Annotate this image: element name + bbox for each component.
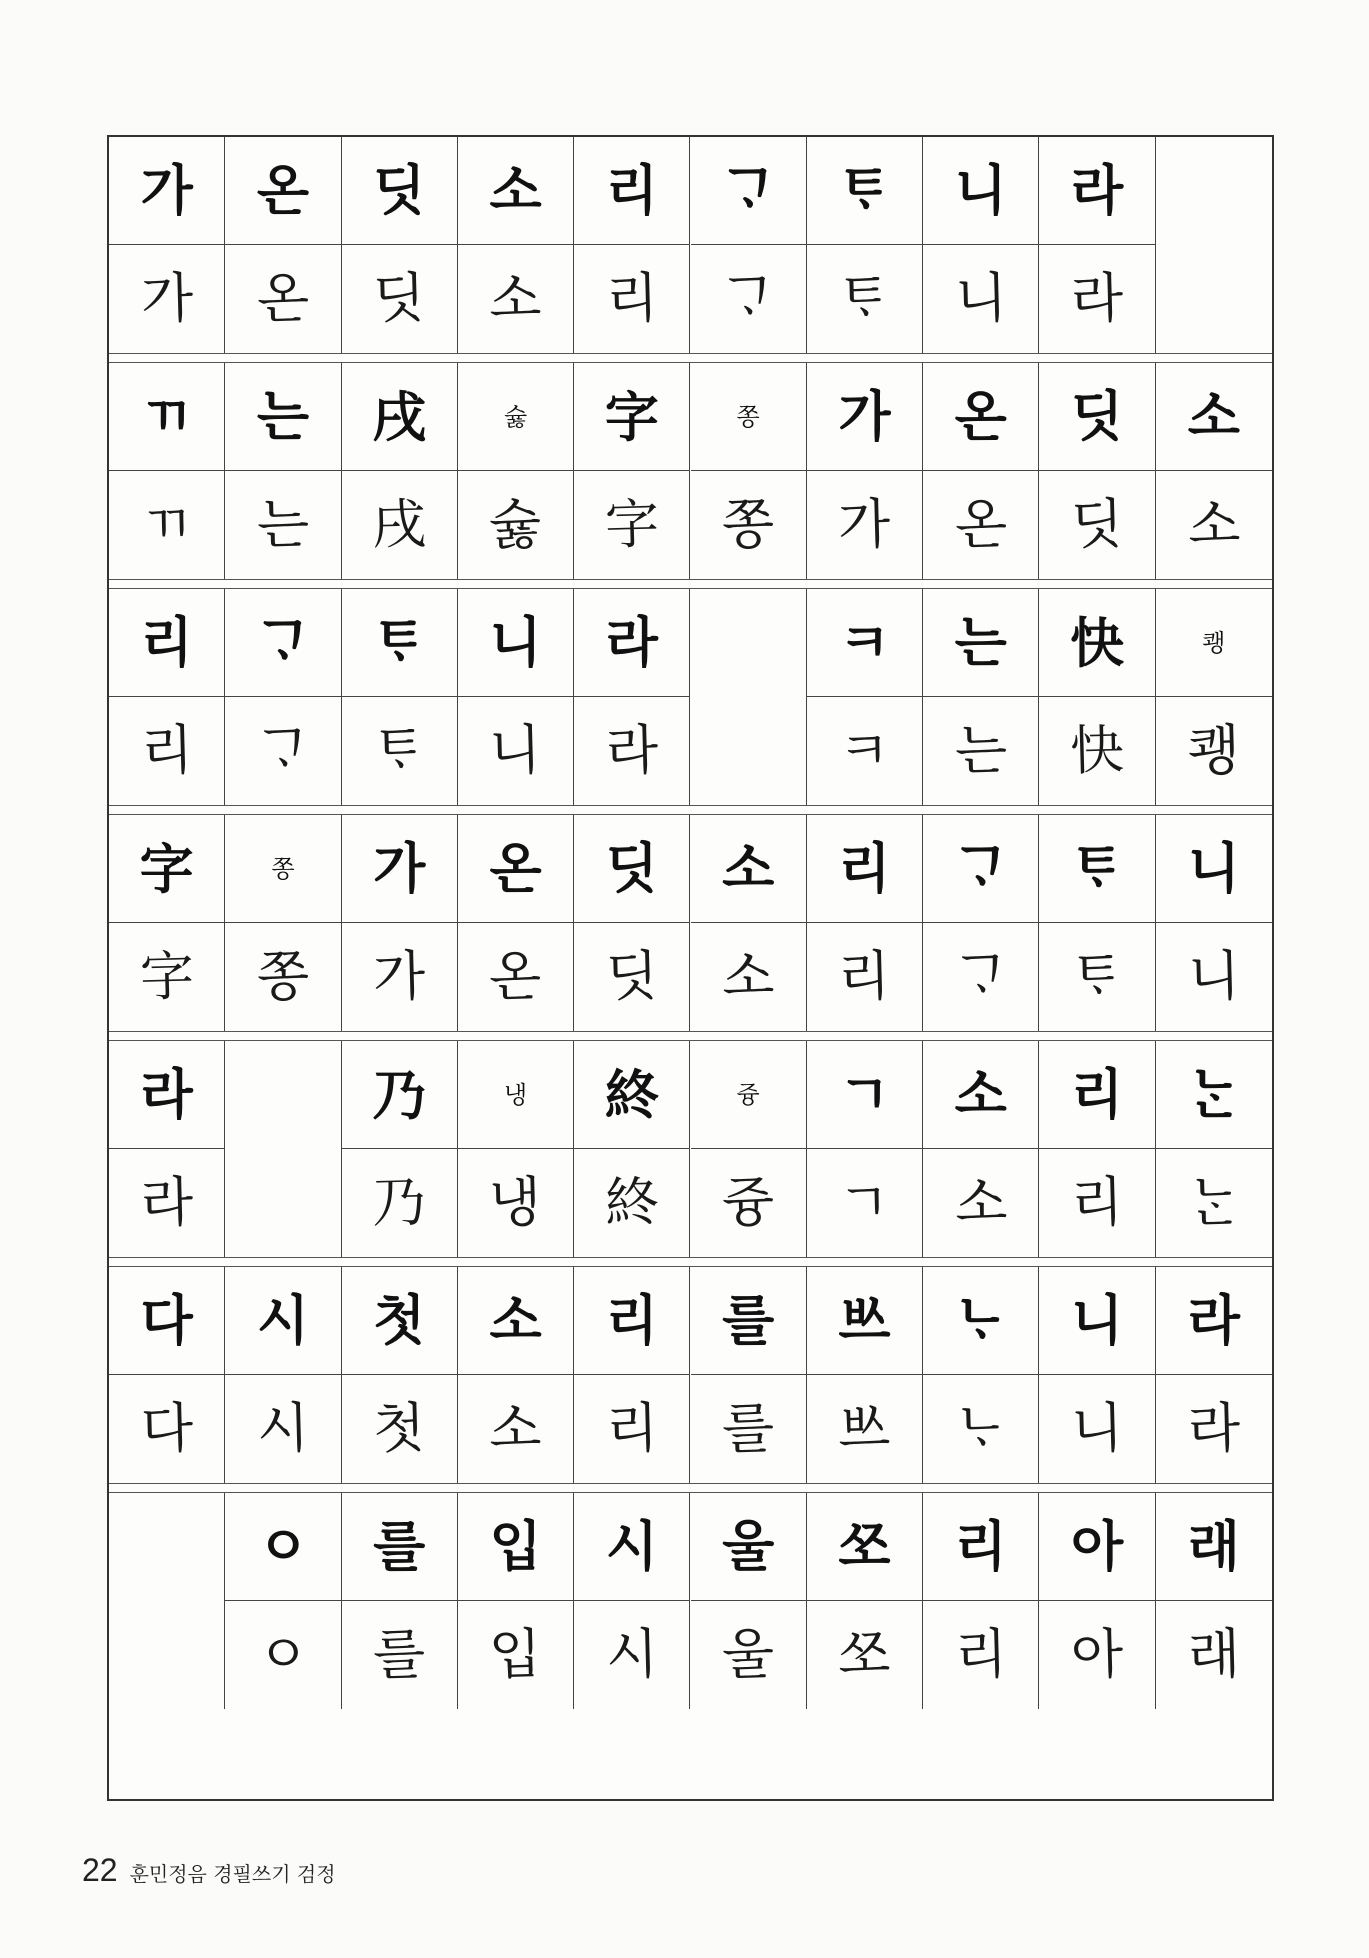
practice-cell [225,697,341,805]
practice-char: 소 [721,944,776,1009]
model-cell [691,815,807,923]
model-cell [458,1267,574,1375]
practice-char: 딧 [1070,492,1124,557]
practice-cell [458,1375,574,1483]
practice-cell [109,1149,225,1257]
practice-cell [458,697,574,805]
model-cell [458,1493,574,1601]
model-char: 울 [722,1514,775,1578]
practice-cell [342,1375,458,1483]
model-cell [342,137,458,245]
model-char: ᄐᆞ [373,610,426,674]
model-char: 리 [838,836,891,900]
model-char: ᄐᆞ [838,158,891,222]
model-char: ㄱ [838,1062,891,1126]
model-char: 라 [1187,1288,1240,1352]
model-cell [458,815,574,923]
model-cell [574,1041,690,1149]
model-char: 시 [256,1288,310,1352]
model-char: 온 [954,384,1007,448]
model-char: 리 [605,158,658,222]
model-char: 온 [256,158,310,222]
practice-char: 니 [1070,1396,1124,1461]
model-cell [1156,815,1272,923]
practice-cell [923,1149,1039,1257]
model-cell [1156,589,1272,697]
practice-cell [225,1375,341,1483]
practice-cell [807,1149,923,1257]
practice-cell [574,1375,690,1483]
practice-char: 입 [488,1622,543,1687]
practice-cell [1039,697,1155,805]
model-cell [109,1267,225,1375]
model-char: 戌 [372,384,427,449]
practice-char: 字 [603,492,660,557]
model-cell [458,1041,574,1149]
model-cell [225,815,341,923]
practice-char: 온 [953,492,1008,557]
practice-cell [458,923,574,1031]
model-char: 가 [373,836,426,900]
model-char: 니 [1187,836,1240,900]
practice-char: 쫑 [256,944,310,1009]
model-char: 소 [722,836,775,900]
model-cell [807,815,923,923]
practice-char: ᄐᆞ [372,718,427,783]
practice-char: 온 [488,944,543,1009]
practice-char: 終 [603,1170,660,1235]
practice-cell [1039,923,1155,1031]
practice-char: 니 [488,718,543,783]
practice-char: 소 [953,1170,1008,1235]
practice-char: 첫 [372,1396,427,1461]
practice-char: 戌 [371,492,428,557]
model-char: ᄐᆞ [1070,836,1124,900]
model-char: 快 [1070,610,1125,675]
practice-cell [458,245,574,353]
practice-char: ᄂᆞᆫ [1186,1170,1241,1235]
model-char: 온 [489,836,542,900]
model-char: 를 [373,1514,426,1578]
practice-char: 리 [139,718,194,783]
practice-char: 字 [138,944,195,1009]
practice-cell [691,1149,807,1257]
model-char: 終 [604,1062,659,1127]
model-char: 래 [1187,1514,1240,1578]
model-char: 는 [954,610,1007,674]
band-separator [109,1031,1272,1041]
model-cell [1039,589,1155,697]
practice-cell [225,245,341,353]
practice-cell [574,1149,690,1257]
model-char: 입 [489,1514,542,1578]
practice-char: 슗 [488,492,543,557]
model-cell [225,137,341,245]
practice-cell [807,1375,923,1483]
practice-char: 라 [1070,266,1124,331]
model-cell [1156,1041,1272,1149]
model-cell [1156,137,1272,245]
model-cell [691,363,807,471]
model-char: 딧 [373,158,426,222]
practice-char: 시 [604,1622,659,1687]
model-cell [1039,1041,1155,1149]
model-cell [807,1041,923,1149]
practice-cell [574,1601,690,1709]
model-cell [458,137,574,245]
page-footer [82,1852,336,1889]
practice-cell [1156,1375,1272,1483]
practice-cell [923,471,1039,579]
model-cell [923,1493,1039,1601]
model-cell [1039,1267,1155,1375]
model-char: 가 [838,384,891,448]
practice-char: ᄀᆞ [721,266,776,331]
practice-cell [574,471,690,579]
model-char: 는 [256,384,310,448]
model-cell [1039,1493,1155,1601]
practice-char: 리 [953,1622,1008,1687]
practice-cell [1156,697,1272,805]
practice-cell [807,245,923,353]
model-char: 라 [140,1062,193,1126]
band-separator [109,1257,1272,1267]
model-char: ㅋ [838,610,891,674]
practice-char: 리 [1070,1170,1124,1235]
practice-char: 울 [721,1622,776,1687]
practice-char: 소 [488,266,543,331]
practice-char: 니 [953,266,1008,331]
practice-cell [1156,1149,1272,1257]
model-cell [458,363,574,471]
page-number: 22 [82,1852,118,1888]
model-char: 즁 [736,1080,760,1109]
model-cell [574,137,690,245]
model-cell [574,1493,690,1601]
model-char: 쫑 [271,854,295,883]
practice-char: 가 [372,944,427,1009]
model-char: 字 [604,384,659,449]
practice-cell [109,245,225,353]
practice-char: 는 [256,492,310,557]
practice-cell [1039,1375,1155,1483]
model-cell [574,815,690,923]
model-cell [109,815,225,923]
practice-cell [574,697,690,805]
model-char: ᄀᆞ [954,836,1007,900]
writing-grid [107,135,1274,1801]
practice-cell [923,1375,1039,1483]
model-char: 딧 [605,836,658,900]
practice-char: ᄀᆞ [953,944,1008,1009]
model-cell [225,1041,341,1149]
model-char: ᄂᆞᆫ [1187,1062,1240,1126]
practice-cell [109,923,225,1031]
model-cell [691,1267,807,1375]
model-char: ᄡᅳ [838,1288,891,1352]
practice-char: 소 [488,1396,543,1461]
practice-band [109,815,1272,1031]
practice-char: 乃 [371,1170,428,1235]
practice-char: 라 [139,1170,194,1235]
practice-cell [923,1601,1039,1709]
practice-cell [342,1149,458,1257]
practice-char: ᄂᆞ [953,1396,1008,1461]
model-cell [923,1267,1039,1375]
practice-cell [225,1149,341,1257]
model-cell [109,1041,225,1149]
model-cell [1039,363,1155,471]
model-cell [1156,363,1272,471]
practice-cell [1039,1601,1155,1709]
model-cell [807,1493,923,1601]
practice-cell [109,697,225,805]
model-cell [1156,1493,1272,1601]
model-cell [923,137,1039,245]
practice-char: 소 [1186,492,1241,557]
model-char: ᄂᆞ [954,1288,1007,1352]
practice-char: ᄐᆞ [1070,944,1124,1009]
practice-char: 니 [1186,944,1241,1009]
practice-cell [1156,923,1272,1031]
model-char: 라 [605,610,658,674]
model-cell [574,1267,690,1375]
model-char: 가 [140,158,193,222]
practice-cell [458,1601,574,1709]
practice-char: ᄶᅩ [837,1622,892,1687]
practice-char: 쫑 [721,492,776,557]
model-cell [691,137,807,245]
model-char: 딧 [1070,384,1124,448]
practice-char: 를 [372,1622,427,1687]
model-char: 소 [1187,384,1240,448]
band-separator [109,579,1272,589]
practice-char: 리 [604,1396,659,1461]
model-cell [342,1267,458,1375]
model-cell [574,589,690,697]
practice-cell [109,1601,225,1709]
practice-char: 가 [139,266,194,331]
practice-cell [225,923,341,1031]
practice-cell [1156,245,1272,353]
practice-cell [574,245,690,353]
practice-char: ᄡᅳ [837,1396,892,1461]
practice-cell [1156,471,1272,579]
model-char: 리 [1070,1062,1124,1126]
practice-cell [109,1375,225,1483]
model-cell [923,815,1039,923]
practice-char: 를 [721,1396,776,1461]
practice-char: 시 [256,1396,310,1461]
practice-char: 아 [1070,1622,1124,1687]
model-cell [342,1041,458,1149]
practice-cell [342,1601,458,1709]
practice-char: 快 [1069,718,1125,783]
model-cell [342,363,458,471]
practice-char: ㅇ [256,1622,310,1687]
model-char: 쾡 [1202,628,1226,657]
practice-cell [691,1375,807,1483]
model-cell [691,589,807,697]
model-cell [342,589,458,697]
model-char: 니 [1070,1288,1124,1352]
model-char: ㄲ [140,384,193,448]
practice-char: 라 [604,718,659,783]
practice-cell [342,923,458,1031]
model-cell [574,363,690,471]
model-cell [1156,1267,1272,1375]
model-cell [807,137,923,245]
band-separator [109,805,1272,815]
practice-cell [691,923,807,1031]
model-char: 니 [489,610,542,674]
model-char: 첫 [373,1288,426,1352]
practice-char: 리 [837,944,892,1009]
practice-band [109,1267,1272,1483]
practice-char: 쾡 [1186,718,1241,783]
model-cell [225,363,341,471]
model-cell [807,1267,923,1375]
practice-cell [458,471,574,579]
practice-cell [923,697,1039,805]
model-char: ᄶᅩ [838,1514,891,1578]
practice-cell [691,245,807,353]
model-char: ㅇ [256,1514,310,1578]
practice-band [109,363,1272,579]
practice-char: ᄐᆞ [837,266,892,331]
practice-char: 라 [1186,1396,1241,1461]
practice-char: 리 [604,266,659,331]
model-char: 니 [954,158,1007,222]
band-separator [109,353,1272,363]
model-cell [691,1041,807,1149]
practice-band [109,1041,1272,1257]
practice-cell [691,471,807,579]
practice-cell [458,1149,574,1257]
model-cell [342,1493,458,1601]
practice-cell [1039,471,1155,579]
model-cell [225,1267,341,1375]
model-char: 소 [954,1062,1007,1126]
model-char: 라 [1070,158,1124,222]
practice-cell [807,697,923,805]
model-cell [458,589,574,697]
practice-char: ㅋ [837,718,892,783]
model-char: 쫑 [736,402,760,431]
practice-cell [807,1601,923,1709]
practice-cell [109,471,225,579]
model-char: 냉 [503,1080,528,1109]
practice-char: 가 [837,492,892,557]
model-cell [1039,137,1155,245]
practice-cell [807,471,923,579]
book-title: 훈민정음 경필쓰기 검정 [129,1862,336,1886]
practice-char: 냉 [488,1170,543,1235]
band-separator [109,1483,1272,1493]
model-char: 字 [139,836,194,901]
model-cell [807,589,923,697]
model-char: ᄀᆞ [256,610,310,674]
practice-cell [691,697,807,805]
model-char: 乃 [372,1062,427,1127]
model-cell [109,589,225,697]
practice-char: 온 [256,266,310,331]
model-char: 다 [140,1288,193,1352]
practice-cell [342,471,458,579]
practice-char: 다 [139,1396,194,1461]
model-cell [109,363,225,471]
model-cell [225,589,341,697]
model-cell [225,1493,341,1601]
model-char: 소 [489,158,542,222]
practice-char: 딧 [372,266,427,331]
model-char: 를 [722,1288,775,1352]
practice-char: ㄲ [139,492,194,557]
model-cell [109,1493,225,1601]
practice-cell [225,1601,341,1709]
model-char: 리 [954,1514,1007,1578]
practice-cell [923,923,1039,1031]
practice-char: 는 [953,718,1008,783]
model-cell [1039,815,1155,923]
model-cell [807,363,923,471]
practice-band [109,1493,1272,1709]
model-char: 리 [140,610,193,674]
practice-cell [342,245,458,353]
practice-cell [923,245,1039,353]
model-char: 아 [1070,1514,1124,1578]
model-char: 리 [605,1288,658,1352]
practice-band [109,589,1272,805]
practice-cell [1039,245,1155,353]
practice-cell [342,697,458,805]
model-char: 소 [489,1288,542,1352]
model-cell [923,363,1039,471]
model-char: 시 [605,1514,658,1578]
model-cell [923,589,1039,697]
practice-cell [691,1601,807,1709]
practice-cell [1156,1601,1272,1709]
model-cell [342,815,458,923]
practice-cell [574,923,690,1031]
practice-char: 즁 [721,1170,776,1235]
model-char: 슗 [503,402,528,431]
practice-char: ㄱ [837,1170,892,1235]
practice-char: 딧 [604,944,659,1009]
model-cell [691,1493,807,1601]
practice-cell [225,471,341,579]
practice-band [109,137,1272,353]
practice-char: ᄀᆞ [256,718,310,783]
model-cell [109,137,225,245]
practice-cell [807,923,923,1031]
model-cell [923,1041,1039,1149]
practice-char: 래 [1186,1622,1241,1687]
practice-cell [1039,1149,1155,1257]
model-char: ᄀᆞ [722,158,775,222]
